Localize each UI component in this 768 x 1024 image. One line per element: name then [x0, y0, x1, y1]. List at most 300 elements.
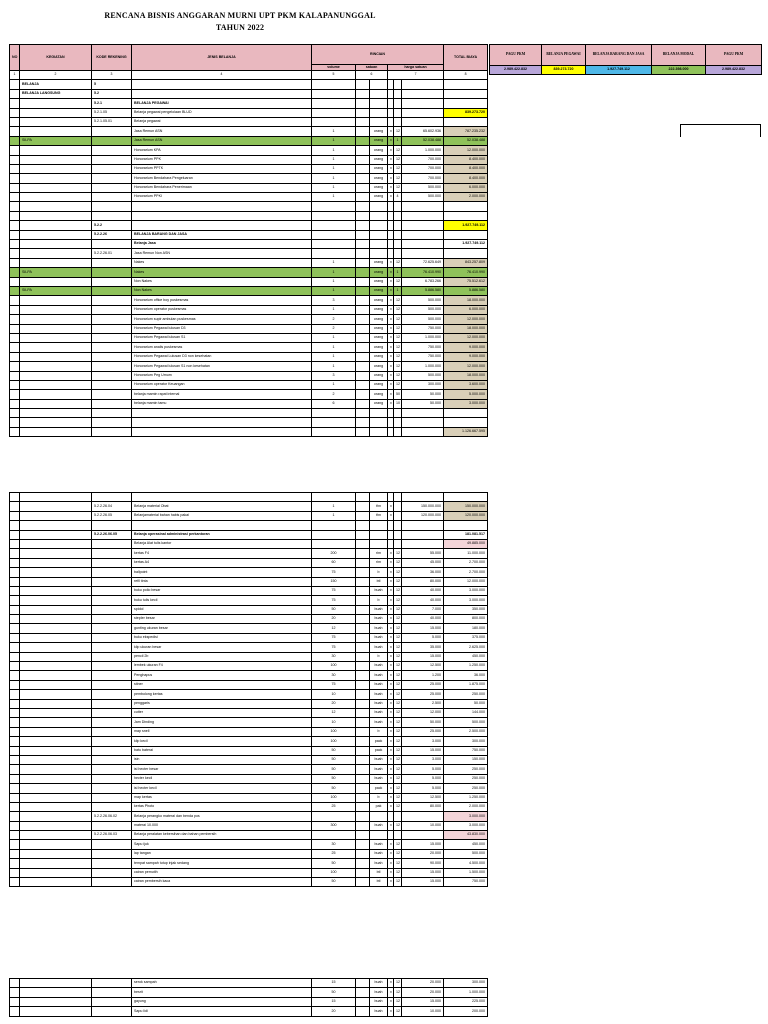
cell-volume: 60	[312, 558, 356, 567]
cell-no	[10, 680, 20, 689]
cell-satuan: buah	[370, 1007, 388, 1016]
cell-jenis-belanja: Jasa Remun ASN	[132, 136, 312, 145]
cell-kode-rekening	[92, 202, 132, 211]
cell-no	[10, 418, 20, 427]
column-number-row	[10, 71, 488, 80]
cell-volume: 1	[312, 333, 356, 342]
cell-satuan-blank	[356, 802, 370, 811]
cell-kegiatan	[20, 784, 92, 793]
cell-satuan	[370, 211, 388, 220]
cell-multiplier: x	[388, 624, 394, 633]
cell-kode-rekening	[92, 286, 132, 295]
cell-frequency: 4	[394, 193, 402, 202]
cell-frequency: 12	[394, 315, 402, 324]
cell-frequency: 12	[394, 586, 402, 595]
cell-volume: 1	[312, 380, 356, 389]
cell-volume: 25	[312, 849, 356, 858]
cell-kegiatan	[20, 680, 92, 689]
cell-harga-satuan: 5.886.580	[402, 286, 444, 295]
cell-volume: 100	[312, 737, 356, 746]
cell-kode-rekening	[92, 680, 132, 689]
table-row	[10, 812, 488, 821]
cell-frequency	[394, 427, 402, 436]
cell-frequency: 12	[394, 624, 402, 633]
cell-jenis-belanja	[132, 493, 312, 502]
cell-kegiatan	[20, 997, 92, 1006]
document-year: TAHUN 2022	[215, 23, 265, 32]
table-row	[10, 305, 488, 314]
cell-harga-satuan: 45.000	[402, 558, 444, 567]
cell-multiplier: x	[388, 258, 394, 267]
cell-no	[10, 286, 20, 295]
cell-jenis-belanja: Nakes	[132, 268, 312, 277]
cell-kegiatan	[20, 765, 92, 774]
cell-satuan: buah	[370, 708, 388, 717]
cell-multiplier: x	[388, 680, 394, 689]
table-row	[10, 1007, 488, 1016]
cell-volume: 75	[312, 680, 356, 689]
cell-frequency: 12	[394, 558, 402, 567]
table-row	[10, 89, 488, 98]
cell-volume	[312, 202, 356, 211]
cell-multiplier: x	[388, 868, 394, 877]
cell-kegiatan	[20, 831, 92, 840]
cell-volume: 20	[312, 699, 356, 708]
summary-header: BELANJA BARANG DAN JASA	[586, 45, 652, 66]
cell-satuan-blank	[356, 577, 370, 586]
cell-total-biaya: 843.257.809	[444, 258, 488, 267]
cell-total-biaya: 750.000	[444, 878, 488, 887]
table-row	[10, 549, 488, 558]
cell-harga-satuan	[402, 80, 444, 89]
cell-harga-satuan: 50.000	[402, 399, 444, 408]
cell-harga-satuan: 700.000	[402, 164, 444, 173]
cell-kegiatan	[20, 371, 92, 380]
cell-volume: 50	[312, 605, 356, 614]
table-row	[10, 755, 488, 764]
cell-multiplier: x	[388, 737, 394, 746]
cell-kegiatan	[20, 390, 92, 399]
cell-total-biaya: 500.000	[444, 849, 488, 858]
cell-jenis-belanja: belanja mamin rapat internal	[132, 390, 312, 399]
cell-multiplier: x	[388, 615, 394, 624]
table-row	[10, 746, 488, 755]
cell-volume: 75	[312, 633, 356, 642]
cell-harga-satuan	[402, 89, 444, 98]
cell-kode-rekening	[92, 878, 132, 887]
cell-harga-satuan: 90.000	[402, 859, 444, 868]
cell-harga-satuan: 5.000	[402, 784, 444, 793]
cell-satuan	[370, 117, 388, 126]
cell-satuan: pack	[370, 784, 388, 793]
cell-satuan	[370, 530, 388, 539]
cell-satuan: orang	[370, 352, 388, 361]
cell-total-biaya	[444, 418, 488, 427]
cell-multiplier: x	[388, 193, 394, 202]
cell-satuan: buah	[370, 821, 388, 830]
cell-satuan	[370, 80, 388, 89]
cell-kode-rekening	[92, 727, 132, 736]
cell-satuan-blank	[356, 296, 370, 305]
cell-total-biaya: 144.000	[444, 708, 488, 717]
table-row	[10, 568, 488, 577]
cell-kode-rekening	[92, 699, 132, 708]
cell-total-biaya	[444, 521, 488, 530]
cell-frequency: 12	[394, 155, 402, 164]
table-row	[10, 821, 488, 830]
cell-volume: 75	[312, 568, 356, 577]
cell-volume	[312, 80, 356, 89]
cell-frequency: 12	[394, 343, 402, 352]
cell-multiplier: x	[388, 362, 394, 371]
cell-no	[10, 268, 20, 277]
cell-kode-rekening	[92, 568, 132, 577]
cell-multiplier: x	[388, 324, 394, 333]
cell-multiplier: x	[388, 577, 394, 586]
budget-table-continued-2	[9, 978, 488, 1017]
cell-satuan-blank	[356, 812, 370, 821]
cell-volume	[312, 99, 356, 108]
cell-total-biaya: 3.000.000	[444, 399, 488, 408]
cell-volume	[312, 427, 356, 436]
cell-kegiatan	[20, 174, 92, 183]
summary-value: 1.927.749.112	[586, 66, 652, 75]
cell-satuan: b	[370, 793, 388, 802]
cell-jenis-belanja: Honorarium office boy puskesmas	[132, 296, 312, 305]
table-row	[10, 333, 488, 342]
column-number: 6	[356, 71, 388, 80]
cell-jenis-belanja: batu baterai	[132, 746, 312, 755]
cell-satuan: orang	[370, 127, 388, 136]
column-number: 2	[20, 71, 92, 80]
cell-volume	[312, 831, 356, 840]
table-row	[10, 840, 488, 849]
cell-volume	[312, 108, 356, 117]
cell-no	[10, 1007, 20, 1016]
header-kode-rekening: KODE REKENING	[92, 45, 132, 71]
cell-kegiatan	[20, 333, 92, 342]
cell-kegiatan	[20, 146, 92, 155]
cell-jenis-belanja	[132, 221, 312, 230]
cell-no	[10, 164, 20, 173]
cell-satuan-blank	[356, 89, 370, 98]
cell-harga-satuan	[402, 117, 444, 126]
cell-satuan: b	[370, 652, 388, 661]
cell-kegiatan	[20, 596, 92, 605]
cell-volume: 50	[312, 765, 356, 774]
cell-volume: 10	[312, 718, 356, 727]
cell-kode-rekening	[92, 549, 132, 558]
cell-satuan-blank	[356, 315, 370, 324]
cell-kegiatan	[20, 539, 92, 548]
cell-kegiatan	[20, 211, 92, 220]
cell-satuan: pack	[370, 746, 388, 755]
cell-satuan-blank	[356, 680, 370, 689]
cell-total-biaya	[444, 493, 488, 502]
cell-no	[10, 812, 20, 821]
cell-kode-rekening	[92, 671, 132, 680]
cell-total-biaya: 12.000.000	[444, 146, 488, 155]
cell-total-biaya: 200.000	[444, 1007, 488, 1016]
cell-total-biaya: 12.000.000	[444, 362, 488, 371]
cell-harga-satuan: 1.000.000	[402, 362, 444, 371]
cell-volume: 1	[312, 305, 356, 314]
header-total-biaya: TOTAL BIAYA	[444, 45, 488, 71]
cell-kode-rekening	[92, 708, 132, 717]
cell-satuan-blank	[356, 624, 370, 633]
cell-no	[10, 493, 20, 502]
cell-frequency: 12	[394, 127, 402, 136]
cell-harga-satuan: 5.000	[402, 633, 444, 642]
cell-frequency: 12	[394, 549, 402, 558]
cell-satuan-blank	[356, 211, 370, 220]
cell-satuan: buah	[370, 633, 388, 642]
cell-total-biaya: 8.400.000	[444, 164, 488, 173]
cell-frequency: 12	[394, 690, 402, 699]
cell-no	[10, 586, 20, 595]
cell-kegiatan	[20, 615, 92, 624]
cell-kegiatan	[20, 699, 92, 708]
cell-kode-rekening	[92, 755, 132, 764]
cell-multiplier: x	[388, 586, 394, 595]
cell-kode-rekening	[92, 521, 132, 530]
cell-kode-rekening	[92, 146, 132, 155]
cell-total-biaya: 1.000.000	[444, 988, 488, 997]
cell-harga-satuan: 50.000	[402, 390, 444, 399]
column-number: 4	[132, 71, 312, 80]
cell-harga-satuan: 20.000	[402, 988, 444, 997]
table-row	[10, 530, 488, 539]
cell-kode-rekening	[92, 183, 132, 192]
cell-satuan-blank	[356, 362, 370, 371]
cell-kegiatan	[20, 652, 92, 661]
cell-multiplier: x	[388, 755, 394, 764]
cell-kegiatan	[20, 324, 92, 333]
table-row	[10, 80, 488, 89]
cell-frequency	[394, 493, 402, 502]
cell-kode-rekening	[92, 633, 132, 642]
table-row	[10, 680, 488, 689]
cell-total-biaya: 2.700.000	[444, 568, 488, 577]
cell-frequency: 12	[394, 859, 402, 868]
cell-total-biaya: 800.000	[444, 615, 488, 624]
cell-jenis-belanja: belanja mamin tamu	[132, 399, 312, 408]
cell-satuan	[370, 812, 388, 821]
cell-no	[10, 174, 20, 183]
cell-total-biaya	[444, 202, 488, 211]
cell-harga-satuan: 15.000	[402, 878, 444, 887]
cell-no	[10, 183, 20, 192]
cell-no	[10, 380, 20, 389]
cell-frequency: 12	[394, 643, 402, 652]
cell-kode-rekening	[92, 577, 132, 586]
cell-no	[10, 577, 20, 586]
cell-harga-satuan	[402, 831, 444, 840]
cell-satuan-blank	[356, 774, 370, 783]
cell-volume: 1	[312, 136, 356, 145]
cell-multiplier: x	[388, 784, 394, 793]
cell-satuan: orang	[370, 193, 388, 202]
cell-frequency: 1	[394, 268, 402, 277]
cell-frequency: 12	[394, 671, 402, 680]
cell-kode-rekening	[92, 539, 132, 548]
table-row	[10, 718, 488, 727]
cell-satuan-blank	[356, 258, 370, 267]
cell-total-biaya: 300.000	[444, 979, 488, 988]
cell-kegiatan	[20, 99, 92, 108]
cell-frequency: 12	[394, 324, 402, 333]
cell-satuan: buah	[370, 755, 388, 764]
cell-satuan	[370, 521, 388, 530]
cell-kode-rekening: 5.2.2	[92, 221, 132, 230]
cell-satuan-blank	[356, 859, 370, 868]
cell-no	[10, 371, 20, 380]
cell-frequency	[394, 117, 402, 126]
table-row	[10, 296, 488, 305]
cell-kegiatan: SILPA	[20, 136, 92, 145]
cell-no	[10, 315, 20, 324]
cell-satuan: orang	[370, 277, 388, 286]
cell-kode-rekening: 5.2.2.26.06.02	[92, 812, 132, 821]
table-row	[10, 586, 488, 595]
cell-satuan-blank	[356, 558, 370, 567]
cell-multiplier: x	[388, 333, 394, 342]
cell-volume: 3	[312, 371, 356, 380]
cell-satuan: orang	[370, 136, 388, 145]
cell-no	[10, 521, 20, 530]
cell-jenis-belanja: Belanja peralatan kebersihan dan bahan pembersih	[132, 831, 312, 840]
cell-harga-satuan: 7.000	[402, 605, 444, 614]
cell-total-biaya	[444, 249, 488, 258]
cell-satuan: b	[370, 596, 388, 605]
cell-total-biaya: 1.927.749.112	[444, 221, 488, 230]
cell-volume: 20	[312, 615, 356, 624]
cell-jenis-belanja: serok sampah	[132, 979, 312, 988]
cell-multiplier: x	[388, 718, 394, 727]
cell-total-biaya: 50.000	[444, 699, 488, 708]
cell-jenis-belanja: Belanja pegawai	[132, 117, 312, 126]
cell-kegiatan	[20, 812, 92, 821]
cell-kode-rekening: 5.2.2.26.06.05	[92, 530, 132, 539]
cell-jenis-belanja: Belanja operasinal administrasi perkantoran	[132, 530, 312, 539]
cell-satuan-blank	[356, 988, 370, 997]
cell-satuan-blank	[356, 979, 370, 988]
cell-kegiatan	[20, 737, 92, 746]
cell-harga-satuan: 10.000	[402, 821, 444, 830]
cell-no	[10, 979, 20, 988]
cell-satuan-blank	[356, 333, 370, 342]
cell-jenis-belanja: lap tangan	[132, 849, 312, 858]
cell-jenis-belanja: Honorarium Pegawai lulusan S1	[132, 333, 312, 342]
cell-kegiatan	[20, 774, 92, 783]
cell-frequency: 12	[394, 380, 402, 389]
cell-kode-rekening	[92, 296, 132, 305]
cell-satuan-blank	[356, 997, 370, 1006]
cell-frequency: 50	[394, 390, 402, 399]
cell-kegiatan	[20, 662, 92, 671]
cell-harga-satuan: 500.000	[402, 371, 444, 380]
cell-total-biaya	[444, 409, 488, 418]
table-row	[10, 802, 488, 811]
cell-volume: 50	[312, 755, 356, 764]
cell-kode-rekening	[92, 558, 132, 567]
cell-harga-satuan: 12.500	[402, 793, 444, 802]
cell-jenis-belanja: stepler besar	[132, 615, 312, 624]
cell-multiplier: x	[388, 988, 394, 997]
cell-multiplier: x	[388, 997, 394, 1006]
cell-satuan: orang	[370, 183, 388, 192]
cell-multiplier: x	[388, 183, 394, 192]
cell-total-biaya: 1.875.000	[444, 680, 488, 689]
cell-volume: 1	[312, 502, 356, 511]
cell-kegiatan	[20, 840, 92, 849]
cell-frequency: 12	[394, 708, 402, 717]
cell-volume: 1	[312, 127, 356, 136]
cell-satuan-blank	[356, 493, 370, 502]
cell-kegiatan	[20, 708, 92, 717]
cell-frequency: 12	[394, 718, 402, 727]
cell-volume: 12	[312, 624, 356, 633]
cell-frequency: 12	[394, 305, 402, 314]
cell-frequency	[394, 418, 402, 427]
cell-frequency	[394, 202, 402, 211]
cell-no	[10, 793, 20, 802]
cell-jenis-belanja: pembolong kertas	[132, 690, 312, 699]
cell-satuan	[370, 409, 388, 418]
cell-harga-satuan	[402, 240, 444, 249]
cell-jenis-belanja: Honorarium operator Keuangan	[132, 380, 312, 389]
cell-multiplier: x	[388, 343, 394, 352]
cell-satuan-blank	[356, 568, 370, 577]
cell-kode-rekening	[92, 793, 132, 802]
table-row	[10, 737, 488, 746]
cell-jenis-belanja: kertas Photo	[132, 802, 312, 811]
cell-volume: 15	[312, 997, 356, 1006]
cell-jenis-belanja: klip kecil	[132, 737, 312, 746]
cell-frequency	[394, 211, 402, 220]
cell-multiplier: x	[388, 652, 394, 661]
cell-kegiatan	[20, 117, 92, 126]
cell-kode-rekening: 5.2.2.26.05	[92, 511, 132, 520]
cell-no	[10, 80, 20, 89]
cell-harga-satuan: 150.000.000	[402, 502, 444, 511]
cell-total-biaya: 6.000.000	[444, 305, 488, 314]
cell-volume: 1	[312, 193, 356, 202]
cell-no	[10, 997, 20, 1006]
cell-kode-rekening	[92, 1007, 132, 1016]
cell-jenis-belanja: besrit	[132, 988, 312, 997]
cell-jenis-belanja: klip ukuran besar	[132, 643, 312, 652]
cell-total-biaya: 5.000.000	[444, 390, 488, 399]
cell-volume: 100	[312, 727, 356, 736]
column-number: 3	[92, 71, 132, 80]
cell-satuan-blank	[356, 202, 370, 211]
summary-value: 222.398.000	[652, 66, 706, 75]
cell-jenis-belanja: Honorarium Pegawai lulusan S1 non kesehatan	[132, 362, 312, 371]
cell-frequency: 12	[394, 277, 402, 286]
cell-no	[10, 878, 20, 887]
cell-jenis-belanja	[132, 521, 312, 530]
cell-total-biaya	[444, 99, 488, 108]
cell-frequency: 12	[394, 352, 402, 361]
cell-volume	[312, 230, 356, 239]
cell-total-biaya: 375.000	[444, 633, 488, 642]
cell-kegiatan	[20, 577, 92, 586]
cell-harga-satuan: 20.000	[402, 979, 444, 988]
cell-kode-rekening	[92, 493, 132, 502]
cell-no	[10, 662, 20, 671]
cell-satuan: thn	[370, 511, 388, 520]
